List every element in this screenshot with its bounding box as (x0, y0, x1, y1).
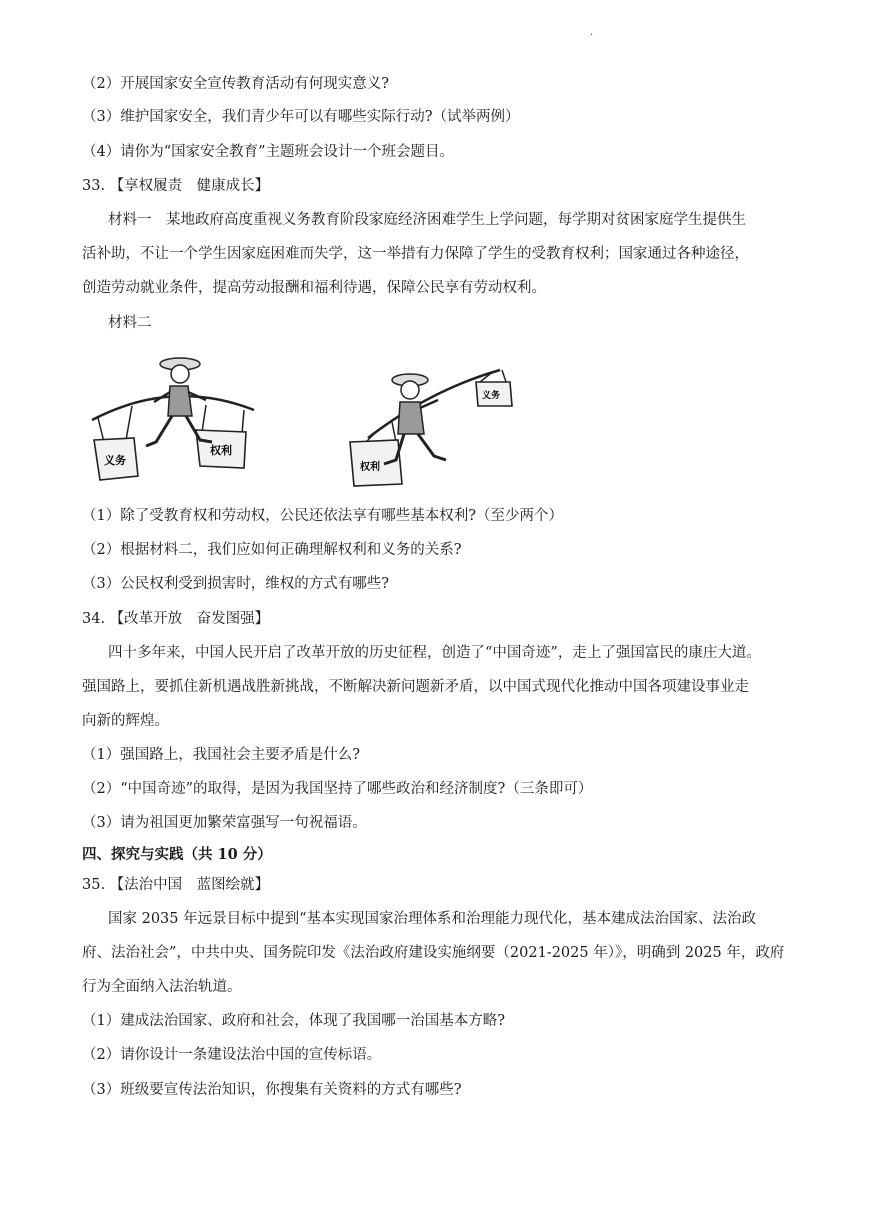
q35-para-line3: 行为全面纳入法治轨道。 (82, 979, 242, 995)
q33-sub1: （1）除了受教育权和劳动权，公民还依法享有哪些基本权利?（至少两个） (82, 508, 563, 524)
q35-para-line1: 国家 2035 年远景目标中提到“基本实现国家治理体系和治理能力现代化，基本建成法治国家、法治政 (108, 911, 757, 927)
q33-material1-line3: 创造劳动就业条件，提高劳动报酬和福利待遇，保障公民享有劳动权利。 (82, 280, 546, 296)
q34-heading: 34. 【改革开放 奋发图强】 (82, 611, 270, 627)
q33-sub3: （3）公民权利受到损害时，维权的方式有哪些? (82, 576, 389, 592)
cartoon1-left-bag-label: 义务 (104, 454, 126, 467)
q32-sub2: （2）开展国家安全宣传教育活动有何现实意义? (82, 76, 389, 92)
q35-heading: 35. 【法治中国 蓝图绘就】 (82, 877, 270, 893)
q34-para-line3: 向新的辉煌。 (82, 713, 169, 729)
cartoon1-right-bag-label: 权利 (210, 444, 232, 457)
q35-sub3: （3）班级要宣传法治知识，你搜集有关资料的方式有哪些? (82, 1082, 462, 1098)
cartoon2-low-bag-label: 权利 (360, 462, 380, 473)
q33-material1-line2: 活补助，不让一个学生因家庭困难而失学，这一举措有力保障了学生的受教育权利；国家通过各种途径， (82, 246, 749, 262)
cartoon-unbalanced-pole (340, 360, 520, 490)
q34-para-line1: 四十多年来，中国人民开启了改革开放的历史征程，创造了“中国奇迹”，走上了强国富民的康庄大道。 (108, 645, 761, 661)
q33-sub2: （2）根据材料二，我们应如何正确理解权利和义务的关系? (82, 542, 462, 558)
q32-sub4: （4）请你为“国家安全教育”主题班会设计一个班会题目。 (82, 144, 455, 160)
q34-sub2: （2）“中国奇迹”的取得，是因为我国坚持了哪些政治和经济制度?（三条即可） (82, 781, 593, 797)
q33-material1-line1: 材料一 某地政府高度重视义务教育阶段家庭经济困难学生上学问题，每学期对贫困家庭学生提供生 (108, 212, 746, 228)
q35-para-line2: 府、法治社会”，中共中央、国务院印发《法治政府建设实施纲要（2021-2025 年）》，明确到 2025 年，政府 (82, 945, 785, 961)
q32-sub3: （3）维护国家安全，我们青少年可以有哪些实际行动?（试举两例） (82, 109, 520, 125)
q35-sub2: （2）请你设计一条建设法治中国的宣传标语。 (82, 1047, 382, 1063)
q34-sub3: （3）请为祖国更加繁荣富强写一句祝福语。 (82, 815, 367, 831)
q34-para-line2: 强国路上，要抓住新机遇战胜新挑战，不断解决新问题新矛盾，以中国式现代化推动中国各项建设事业走 (82, 679, 749, 695)
q33-material2-label: 材料二 (108, 315, 152, 331)
q34-sub1: （1）强国路上，我国社会主要矛盾是什么? (82, 747, 360, 763)
page-dot: · (590, 30, 594, 41)
section4-heading: 四、探究与实践（共 10 分） (82, 846, 272, 863)
cartoon-balanced-pole (84, 350, 260, 490)
q33-heading: 33. 【享权履责 健康成长】 (82, 178, 270, 194)
q35-sub1: （1）建成法治国家、政府和社会，体现了我国哪一治国基本方略? (82, 1013, 505, 1029)
cartoon2-high-bag-label: 义务 (482, 391, 501, 401)
